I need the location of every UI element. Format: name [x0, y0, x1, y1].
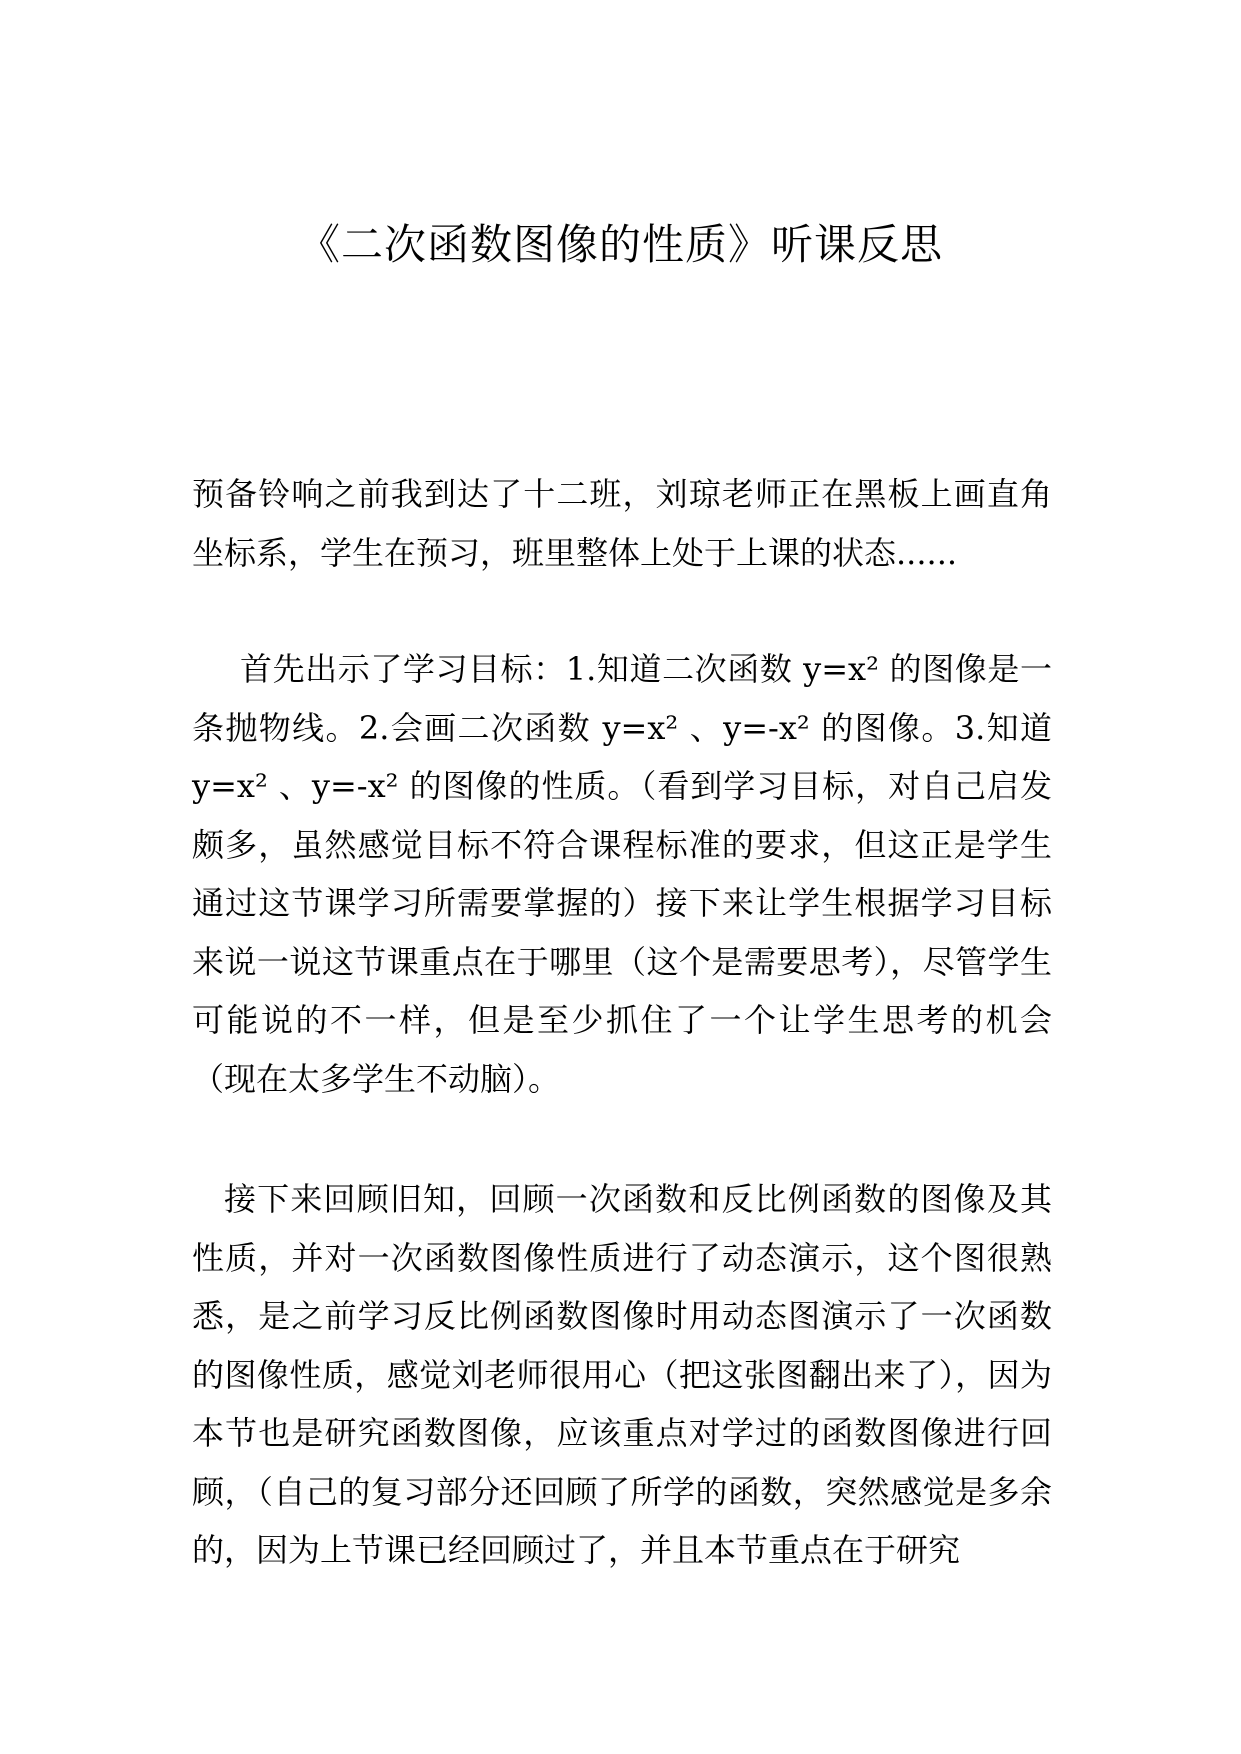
document-title: 《二次函数图像的性质》听课反思: [297, 220, 943, 269]
paragraph-learning-goals: 首先出示了学习目标：1.知道二次函数 y=x² 的图像是一条抛物线。2.会画二次函数 y=x² 、y=-x² 的图像。3.知道 y=x² 、y=-x² 的图像的性质。（看到学习目标，对自己启发颇多，虽然感觉目标不符合课程标准的要求，但这正是学生通过这节课学习所需要掌握的）接下来让学生根据学习目标来说一说这节课重点在于哪里（这个是需要思考），尽管学生可能说的不一样，但是至少抓住了一个让学生思考的机会（现在太多学生不动脑）。: [192, 650, 1052, 1098]
paragraph-review: 接下来回顾旧知，回顾一次函数和反比例函数的图像及其性质，并对一次函数图像性质进行了动态演示，这个图很熟悉，是之前学习反比例函数图像时用动态图演示了一次函数的图像性质，感觉刘老师很用心（把这张图翻出来了），因为本节也是研究函数图像，应该重点对学过的函数图像进行回顾，（自己的复习部分还回顾了所学的函数，突然感觉是多余的，因为上节课已经回顾过了，并且本节重点在于研究: [192, 1180, 1052, 1569]
paragraph-intro: 预备铃响之前我到达了十二班，刘琼老师正在黑板上画直角坐标系，学生在预习，班里整体上处于上课的状态......: [192, 475, 1052, 572]
